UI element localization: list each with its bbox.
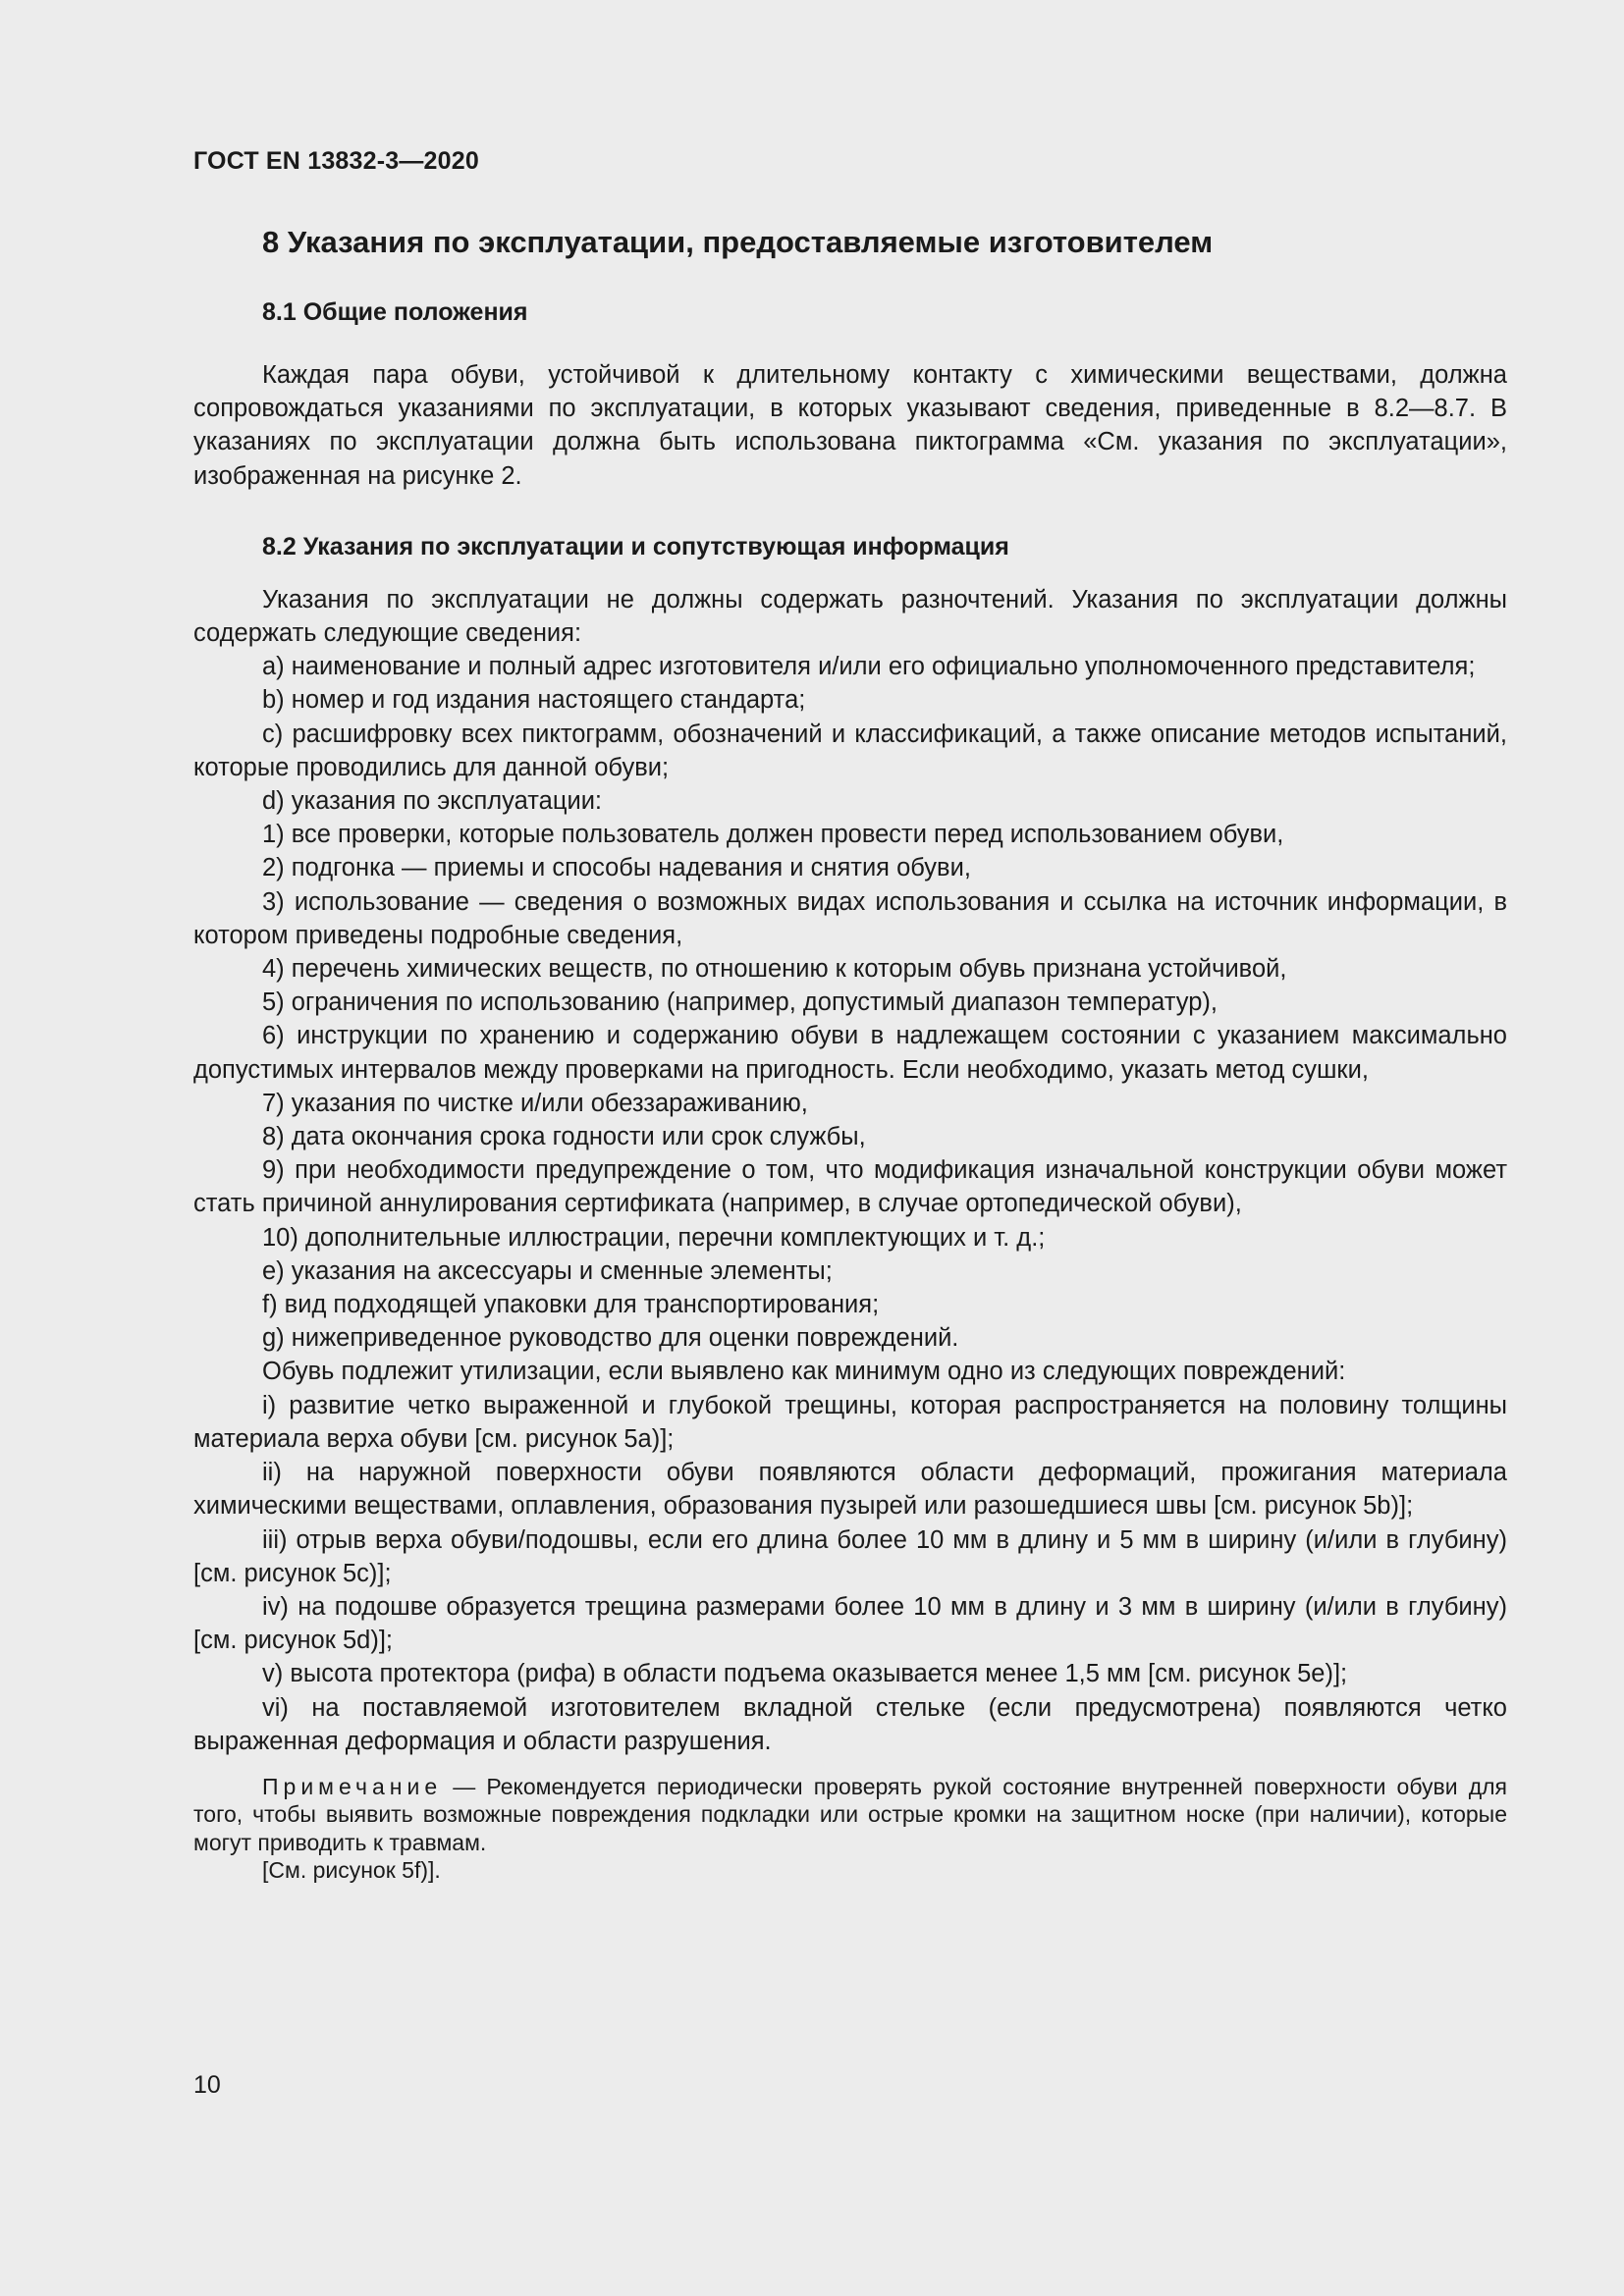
note-label: Примечание [262,1773,443,1799]
list-item: e) указания на аксессуары и сменные элементы; [262,1256,833,1285]
list-item: 8) дата окончания срока годности или срок службы, [262,1123,866,1151]
document-id: ГОСТ EN 13832-3—2020 [193,147,479,175]
list-item: 3) использование — сведения о возможных видах использования и ссылка на источник информации, в котором приведены подробные сведения, [193,887,1507,949]
page-content [193,221,1507,1885]
list-item: 10) дополнительные иллюстрации, перечни комплектующих и т. д.; [262,1223,1046,1252]
list-item: ii) на наружной поверхности обуви появляются области деформаций, прожигания материала химическими веществами, оплавления, образования пузырей или разошедшиеся швы [см. рисунок 5b)]; [193,1459,1507,1521]
page-number: 10 [193,2071,221,2099]
list-item: 9) при необходимости предупреждение о том, что модификация изначальной конструкции обуви может стать причиной аннулирования сертификата (например, в случае ортопедической обуви), [193,1156,1507,1218]
section-title: 8 Указания по эксплуатации, предоставляемые изготовителем [262,225,1214,259]
subsection-title-8-2: 8.2 Указания по эксплуатации и сопутствующая информация [262,532,1009,561]
subsection-title-8-1: 8.1 Общие положения [262,298,528,326]
paragraph: Обувь подлежит утилизации, если выявлено как минимум одно из следующих повреждений: [262,1358,1346,1386]
list-item: c) расшифровку всех пиктограмм, обозначений и классификаций, а также описание методов испытаний, которые проводились для данной обуви; [193,720,1507,781]
list-item: f) вид подходящей упаковки для транспортирования; [262,1291,880,1319]
list-item: 1) все проверки, которые пользователь должен провести перед использованием обуви, [262,821,1284,849]
list-item: vi) на поставляемой изготовителем вкладной стельке (если предусмотрена) появляются четко выраженная деформация и области разрушения. [193,1693,1507,1755]
paragraph-list-8-2 [193,583,1507,1758]
list-item: 6) инструкции по хранению и содержанию обуви в надлежащем состоянии с указанием максимально допустимых интервалов между проверками на пригодность. Если необходимо, указать метод сушки, [193,1022,1507,1084]
note-text: — Рекомендуется периодически проверять рукой состояние внутренней поверхности обуви для того, чтобы выявить возможные повреждения подкладки или острые кромки на защитном носке (при наличии), которые могут приводить к травмам. [193,1773,1507,1855]
list-item: 7) указания по чистке и/или обеззараживанию, [262,1089,808,1117]
paragraph-8-1: Каждая пара обуви, устойчивой к длительному контакту с химическими веществами, должна сопровождаться указаниями по эксплуатации, в которых указывают сведения, приведенные в 8.2—8.7. В указаниях по эксплуатации должна быть использована пиктограмма «См. указания по эксплуатации», изображенная на рисунке 2. [193,361,1507,490]
list-item: v) высота протектора (рифа) в области подъема оказывается менее 1,5 мм [см. рисунок 5e)]; [262,1660,1348,1688]
paragraph: Указания по эксплуатации не должны содержать разночтений. Указания по эксплуатации должны содержать следующие сведения: [193,585,1507,648]
list-item: iii) отрыв верха обуви/подошвы, если его длина более 10 мм в длину и 5 мм в ширину (и/или в глубину) [см. рисунок 5c)]; [193,1525,1507,1587]
list-item: d) указания по эксплуатации: [262,787,603,816]
list-item: i) развитие четко выраженной и глубокой трещины, которая распространяется на половину толщины материала верха обуви [см. рисунок 5a)]; [193,1391,1507,1453]
list-item: b) номер и год издания настоящего стандарта; [262,686,806,715]
list-item: g) нижеприведенное руководство для оценки повреждений. [262,1324,959,1353]
note-block [193,1773,1507,1885]
list-item: 5) ограничения по использованию (например, допустимый диапазон температур), [262,988,1218,1017]
list-item: a) наименование и полный адрес изготовителя и/или его официально уполномоченного представителя; [262,653,1476,681]
note-reference: [См. рисунок 5f)]. [262,1857,441,1884]
list-item: 2) подгонка — приемы и способы надевания и снятия обуви, [262,854,971,882]
list-item: iv) на подошве образуется трещина размерами более 10 мм в длину и 3 мм в ширину (и/или в глубину) [см. рисунок 5d)]; [193,1592,1507,1655]
list-item: 4) перечень химических веществ, по отношению к которым обувь признана устойчивой, [262,955,1287,984]
